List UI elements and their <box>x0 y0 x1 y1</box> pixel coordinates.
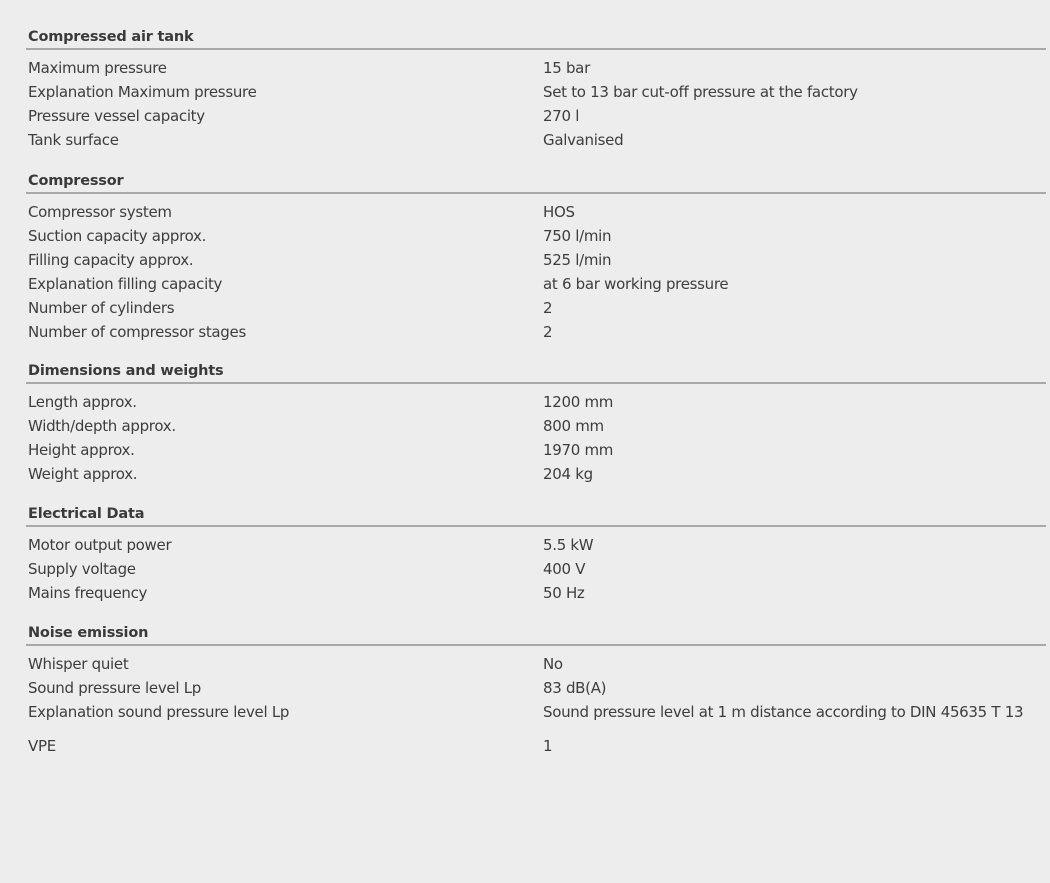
spec-value: Set to 13 bar cut-off pressure at the factory <box>543 83 858 101</box>
spec-value: 83 dB(A) <box>543 679 607 697</box>
spec-value: 400 V <box>543 560 586 578</box>
spec-value: 1 <box>543 737 553 755</box>
spec-label: Number of cylinders <box>28 299 175 317</box>
spec-label: Mains frequency <box>28 584 148 602</box>
spec-value: 800 mm <box>543 417 604 435</box>
section-title: Dimensions and weights <box>28 363 224 379</box>
spec-label: Compressor system <box>28 203 172 221</box>
section-electrical-data <box>28 503 1046 605</box>
spec-row <box>28 700 1046 724</box>
spec-value: No <box>543 655 563 673</box>
spec-value: 204 kg <box>543 465 593 483</box>
spec-row <box>28 224 1046 248</box>
spec-value: 2 <box>543 299 553 317</box>
spec-row <box>28 128 1046 152</box>
spec-label: Pressure vessel capacity <box>28 107 205 125</box>
spec-value: 50 Hz <box>543 584 585 602</box>
spec-label: Tank surface <box>28 131 119 149</box>
spec-label: Supply voltage <box>28 560 136 578</box>
spec-value: Galvanised <box>543 131 624 149</box>
spec-row <box>28 652 1046 676</box>
spec-row <box>28 56 1046 80</box>
spec-row <box>28 390 1046 414</box>
spec-label: Motor output power <box>28 536 172 554</box>
spec-row <box>28 320 1046 344</box>
section-divider <box>26 644 1046 646</box>
spec-row <box>28 80 1046 104</box>
spec-label: Explanation Maximum pressure <box>28 83 257 101</box>
spec-row <box>28 414 1046 438</box>
spec-value: 5.5 kW <box>543 536 594 554</box>
section-dimensions-and-weights <box>28 360 1046 486</box>
section-divider <box>26 192 1046 194</box>
section-divider <box>26 382 1046 384</box>
spec-row <box>28 200 1046 224</box>
spec-row-vpe <box>28 734 1046 758</box>
spec-label: Explanation sound pressure level Lp <box>28 703 290 721</box>
spec-label: Width/depth approx. <box>28 417 176 435</box>
spec-row <box>28 248 1046 272</box>
section-compressor <box>28 170 1046 344</box>
section-title: Noise emission <box>28 625 149 641</box>
section-noise-emission <box>28 622 1046 724</box>
spec-row <box>28 438 1046 462</box>
spec-label: Length approx. <box>28 393 137 411</box>
spec-value: Sound pressure level at 1 m distance according to DIN 45635 T 13 <box>543 703 1024 721</box>
section-title: Compressor <box>28 173 124 189</box>
spec-row <box>28 676 1046 700</box>
spec-label: Weight approx. <box>28 465 138 483</box>
spec-label: VPE <box>28 737 56 755</box>
spec-row <box>28 104 1046 128</box>
spec-row <box>28 462 1046 486</box>
spec-row <box>28 296 1046 320</box>
section-compressed-air-tank <box>28 26 1046 152</box>
spec-row <box>28 557 1046 581</box>
spec-value: 270 l <box>543 107 580 125</box>
spec-label: Suction capacity approx. <box>28 227 207 245</box>
spec-label: Filling capacity approx. <box>28 251 194 269</box>
spec-value: 1200 mm <box>543 393 614 411</box>
spec-row <box>28 272 1046 296</box>
spec-label: Explanation filling capacity <box>28 275 223 293</box>
spec-row <box>28 581 1046 605</box>
spec-value: 525 l/min <box>543 251 612 269</box>
spec-value: HOS <box>543 203 575 221</box>
spec-label: Height approx. <box>28 441 135 459</box>
spec-label: Whisper quiet <box>28 655 129 673</box>
section-title: Compressed air tank <box>28 29 194 45</box>
spec-value: 2 <box>543 323 553 341</box>
section-vpe <box>28 734 1046 758</box>
section-title: Electrical Data <box>28 506 145 522</box>
section-divider <box>26 525 1046 527</box>
spec-label: Number of compressor stages <box>28 323 246 341</box>
section-divider <box>26 48 1046 50</box>
spec-value: 15 bar <box>543 59 590 77</box>
spec-label: Maximum pressure <box>28 59 167 77</box>
spec-value: at 6 bar working pressure <box>543 275 729 293</box>
spec-label: Sound pressure level Lp <box>28 679 201 697</box>
spec-table <box>28 26 1046 758</box>
spec-value: 750 l/min <box>543 227 612 245</box>
spec-value: 1970 mm <box>543 441 614 459</box>
spec-row <box>28 533 1046 557</box>
